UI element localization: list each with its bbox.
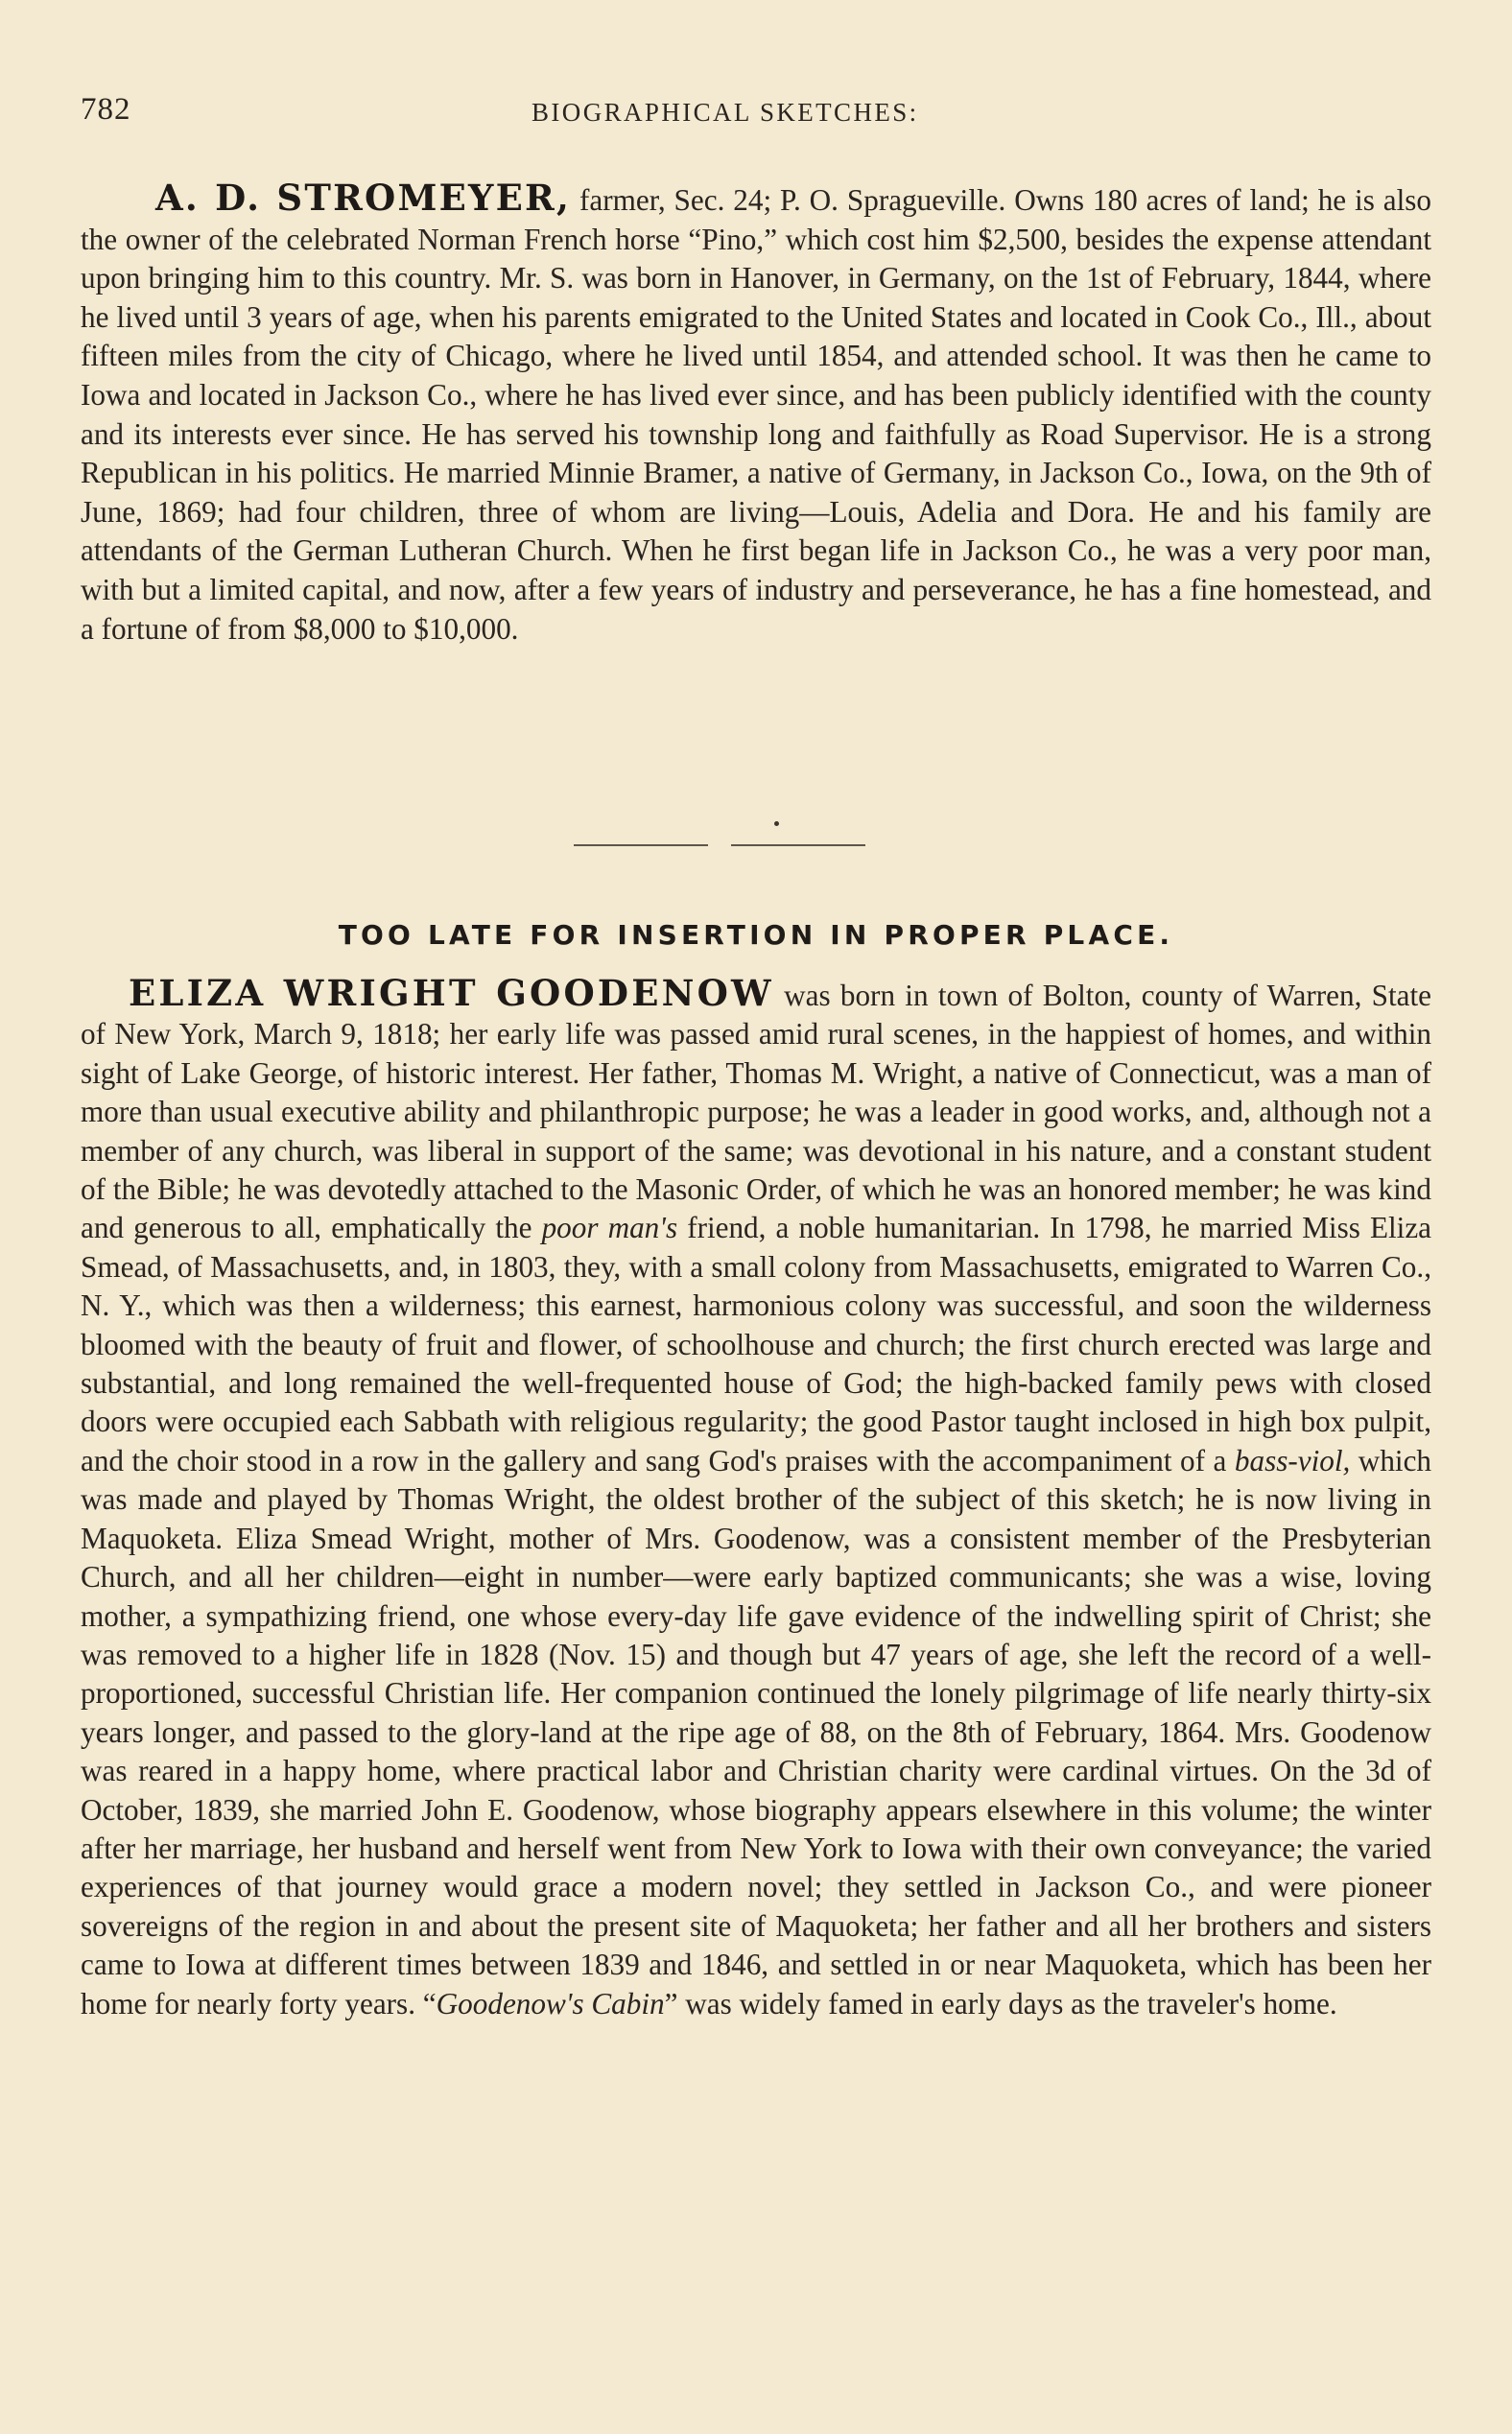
biography-text: farmer, Sec. 24; P. O. Spragueville. Owns 180 acres of land; he is also the owner of the celebrated Norman French horse “Pino,” which cost him $2,500, besides the expense attendant upon bringing him to this country. Mr. S. was born in Hanover, in Germany, on the 1st of February, 1844, where he lived until 3 years of age, when his parents emigrated to the United States and located in Cook Co., Ill., about fifteen miles from the city of Chicago, where he lived until 1854, and attended school. It was then he came to Iowa and located in Jackson Co., where he has lived ever since, and has been publicly identified with the county and its interests ever since. He has served his township long and faithfully as Road Supervisor. He is a strong Republican in his politics. He married Minnie Bramer, a native of Germany, in Jackson Co., Iowa, on the 9th of June, 1869; had four children, three of whom are living—Louis, Adelia and Dora. He and his family are attendants of the German Lutheran Church. When he first began life in Jackson Co., he was a very poor man, with but a limited capital, and now, after a few years of industry and perseverance, he has a fine homestead, and a fortune of from $8,000 to $10,000. xyxy=(81,183,1432,646)
biography-text-part: was born in town of Bolton, county of Warren, State of New York, March 9, 1818; her early life was passed amid rural scenes, in the happiest of homes, and within sight of Lake George, of historic interest. Her father, Thomas M. Wright, a native of Connecticut, was a man of more than usual executive ability and philanthropic purpose; he was a leader in good works, and, although not a member of any church, was liberal in support of the same; was devotional in his nature, and a constant student of the Bible; he was devotedly attached to the Masonic Order, of which he was an honored member; he was kind and generous to all, emphatically the xyxy=(81,979,1432,1245)
biography-paragraph xyxy=(81,974,1431,2023)
biography-text-part: ” was widely famed in early days as the traveler's home. xyxy=(664,1986,1337,2020)
divider-dot xyxy=(774,821,779,826)
biography-text-part: which was made and played by Thomas Wright, the oldest brother of the subject of this sketch; he is now living in Maquoketa. Eliza Smead Wright, mother of Mrs. Goodenow, was a consistent member of the Presbyterian Church, and all her children—eight in number—were early baptized communicants; she was a wise, loving mother, a sympathizing friend, one whose every-day life gave evidence of the indwelling spirit of Christ; she was removed to a higher life in 1828 (Nov. 15) and though but 47 years of age, she left the record of a well-proportioned, successful Christian life. Her companion continued the lonely pilgrimage of life nearly thirty-six years longer, and passed to the glory-land at the ripe age of 88, on the 8th of February, 1864. Mrs. Goodenow was reared in a happy home, where practical labor and Christian charity were cardinal virtues. On the 3d of October, 1839, she married John E. Goodenow, whose biography appears elsewhere in this volume; the winter after her marriage, her husband and herself went from New York to Iowa with their own conveyance; the varied experiences of that journey would grace a modern novel; they settled in Jackson Co., and were pioneer sovereigns of the region in and about the present site of Maquoketa; her father and all her brothers and sisters came to Iowa at different times between 1839 and 1846, and settled in or near Maquoketa, which has been her home for nearly forty years. xyxy=(81,1443,1432,2020)
biography-name: A. D. STROMEYER, xyxy=(155,177,572,219)
divider-rule-left xyxy=(574,844,708,846)
biography-goodenow xyxy=(81,974,1431,2023)
section-divider xyxy=(556,817,883,846)
page-number: 782 xyxy=(81,92,131,127)
emphasis-text: bass-viol, xyxy=(1234,1443,1351,1477)
emphasis-text: Goodenow's Cabin xyxy=(436,1986,665,2020)
biography-name: ELIZA WRIGHT GOODENOW xyxy=(129,972,774,1014)
page-header xyxy=(81,92,1431,138)
emphasis-text: poor man's xyxy=(541,1211,678,1245)
running-head: BIOGRAPHICAL SKETCHES: xyxy=(532,98,919,127)
quote-mark: “ xyxy=(422,1986,437,2020)
biography-stromeyer xyxy=(81,178,1431,649)
biography-text-part: friend, a noble humanitarian. In 1798, he married Miss Eliza Smead, of Massachusetts, and, in 1803, they, with a small colony from Massachusetts, emigrated to Warren Co., N. Y., which was then a wilderness; this earnest, harmonious colony was successful, and soon the wilderness bloomed with the beauty of fruit and flower, of schoolhouse and church; the first church erected was large and substantial, and long remained the well-frequented house of God; the high-backed family pews with closed doors were occupied each Sabbath with religious regularity; the good Pastor taught inclosed in high box pulpit, and the choir stood in a row in the gallery and sang God's praises with the accompaniment of a xyxy=(81,1211,1432,1477)
divider-rule-right xyxy=(731,844,865,846)
late-insertion-notice: TOO LATE FOR INSERTION IN PROPER PLACE. xyxy=(338,919,1174,951)
